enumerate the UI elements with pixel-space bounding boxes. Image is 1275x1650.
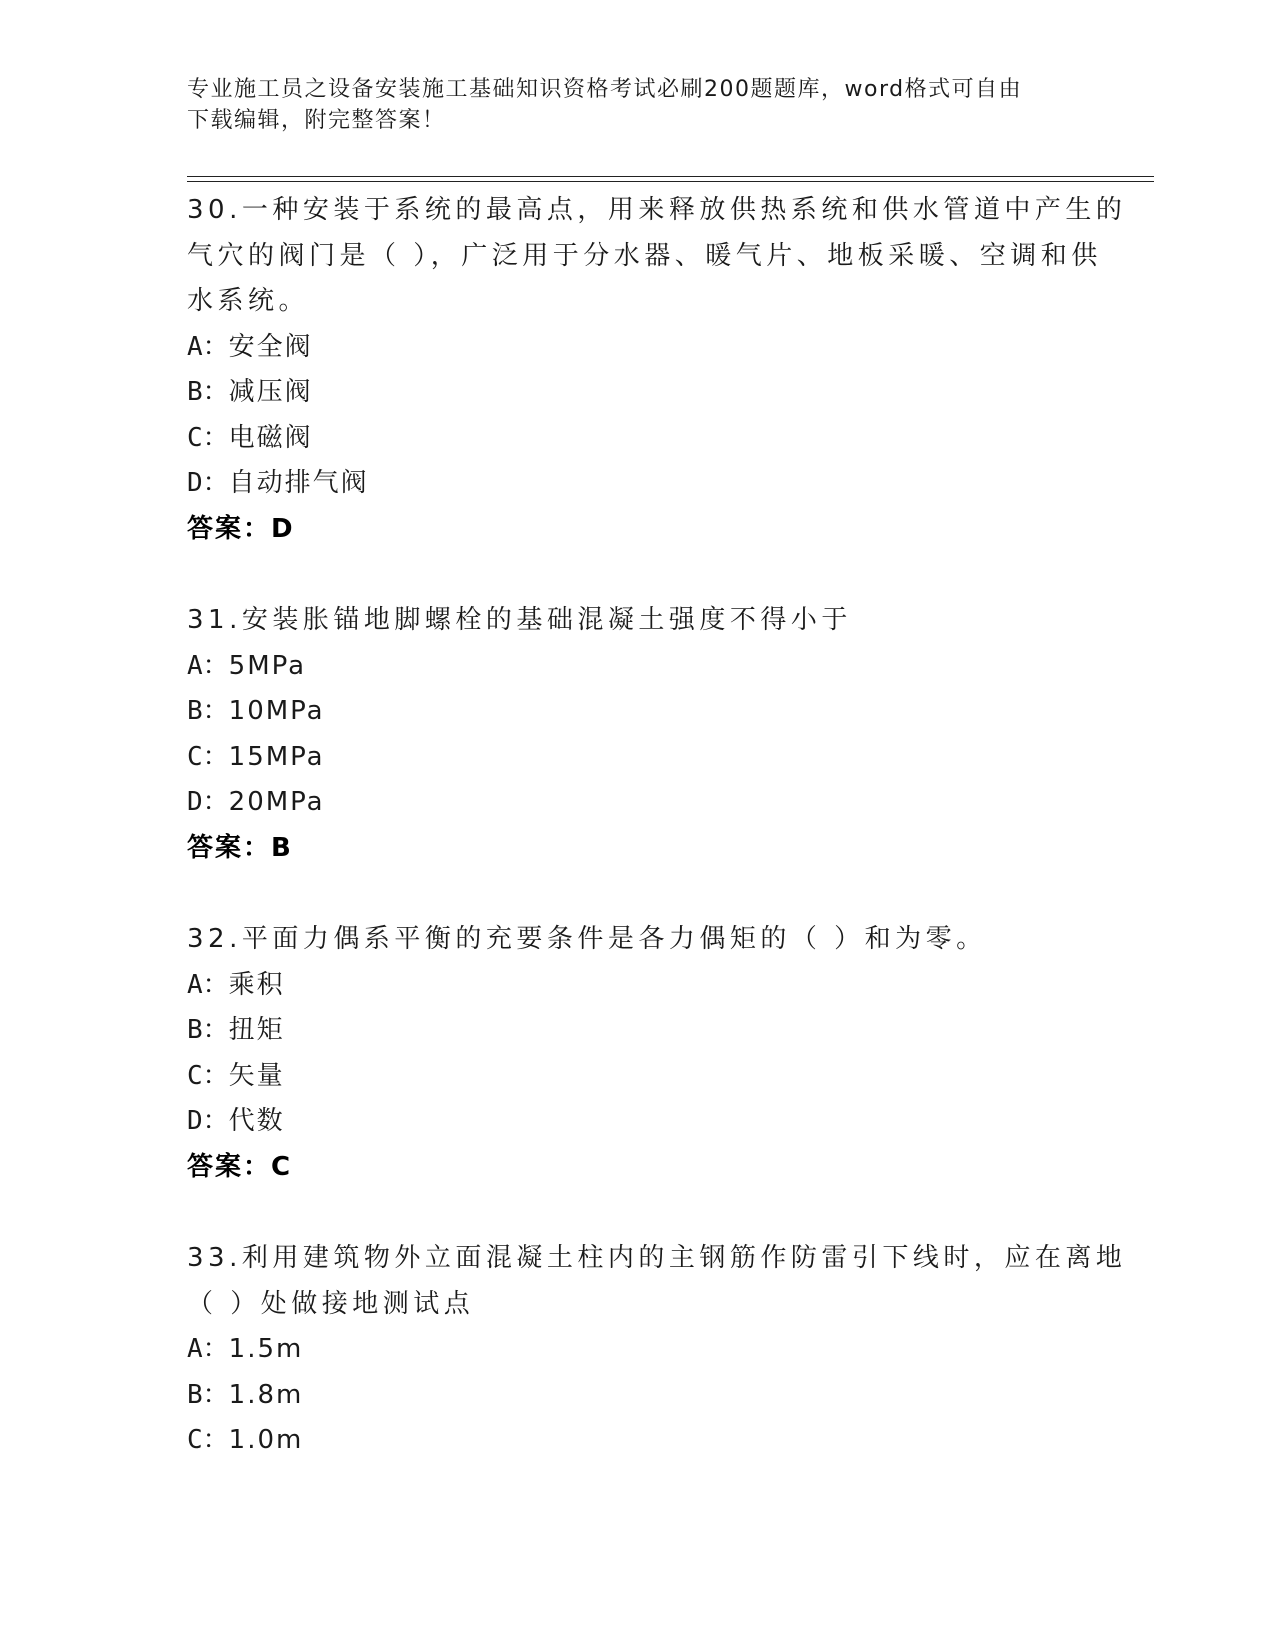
option-text: 电磁阀 xyxy=(228,422,313,453)
question-text-line: （ ）处做接地测试点 xyxy=(187,1288,475,1319)
option-b xyxy=(187,689,1087,735)
option-c xyxy=(187,416,1087,462)
option-text: 减压阀 xyxy=(228,377,313,407)
option-d xyxy=(187,780,1087,826)
document-header xyxy=(187,74,1067,136)
header-divider-top xyxy=(187,176,1154,177)
option-text: 1.8m xyxy=(228,1379,304,1410)
option-key: A： xyxy=(187,969,229,1000)
header-divider-bottom xyxy=(187,181,1154,182)
question-text-line: 30.一种安装于系统的最高点，用来释放供热系统和供水管道中产生的 xyxy=(187,195,1127,225)
option-text: 15MPa xyxy=(228,741,325,772)
option-c xyxy=(187,735,1087,781)
option-key: B： xyxy=(187,1379,229,1410)
question-32 xyxy=(187,917,1087,1190)
option-b xyxy=(187,1373,1087,1419)
question-text-line: 33.利用建筑物外立面混凝土柱内的主钢筋作防雷引下线时，应在离地 xyxy=(187,1243,1127,1273)
option-d xyxy=(187,1099,1087,1145)
answer-label: 答案：B xyxy=(187,832,293,863)
option-key: B： xyxy=(187,377,229,407)
option-c xyxy=(187,1054,1087,1100)
header-line-2: 下载编辑，附完整答案！ xyxy=(187,108,446,133)
question-30 xyxy=(187,188,1127,552)
option-text: 乘积 xyxy=(228,969,285,1000)
option-a xyxy=(187,963,1087,1009)
option-key: C： xyxy=(187,741,229,772)
option-key: A： xyxy=(187,331,229,362)
option-key: C： xyxy=(187,422,229,453)
option-text: 扭矩 xyxy=(228,1015,285,1045)
option-key: D： xyxy=(187,468,229,498)
option-key: D： xyxy=(187,787,229,817)
option-b xyxy=(187,1008,1087,1054)
option-key: A： xyxy=(187,1334,229,1364)
question-33 xyxy=(187,1236,1127,1464)
option-key: B： xyxy=(187,696,229,726)
answer-label: 答案：D xyxy=(187,513,295,544)
option-key: D： xyxy=(187,1106,229,1136)
question-text-line: 水系统。 xyxy=(187,286,310,316)
option-key: A： xyxy=(187,650,229,681)
option-text: 1.5m xyxy=(228,1334,304,1364)
option-text: 自动排气阀 xyxy=(228,468,369,498)
option-c xyxy=(187,1418,1087,1464)
option-text: 5MPa xyxy=(228,650,307,681)
header-line-1: 专业施工员之设备安装施工基础知识资格考试必刷200题题库，word格式可自由 xyxy=(187,77,1023,102)
answer-label: 答案：C xyxy=(187,1151,293,1182)
option-key: C： xyxy=(187,1425,229,1455)
option-a xyxy=(187,325,1087,371)
option-text: 20MPa xyxy=(228,787,325,817)
option-a xyxy=(187,1327,1087,1373)
question-31 xyxy=(187,598,1087,871)
question-text-line: 气穴的阀门是（ ），广泛用于分水器、暖气片、地板采暖、空调和供 xyxy=(187,240,1102,271)
question-text-line: 32.平面力偶系平衡的充要条件是各力偶矩的（ ）和为零。 xyxy=(187,924,987,954)
option-key: C： xyxy=(187,1060,229,1091)
option-a xyxy=(187,644,1087,690)
option-text: 代数 xyxy=(228,1106,285,1136)
option-b xyxy=(187,370,1087,416)
option-d xyxy=(187,461,1087,507)
option-text: 矢量 xyxy=(228,1060,285,1091)
question-text-line: 31.安装胀锚地脚螺栓的基础混凝土强度不得小于 xyxy=(187,605,852,635)
option-text: 安全阀 xyxy=(228,331,313,362)
option-text: 10MPa xyxy=(228,696,325,726)
question-list xyxy=(187,188,1127,1510)
option-key: B： xyxy=(187,1015,229,1045)
option-text: 1.0m xyxy=(228,1425,304,1455)
